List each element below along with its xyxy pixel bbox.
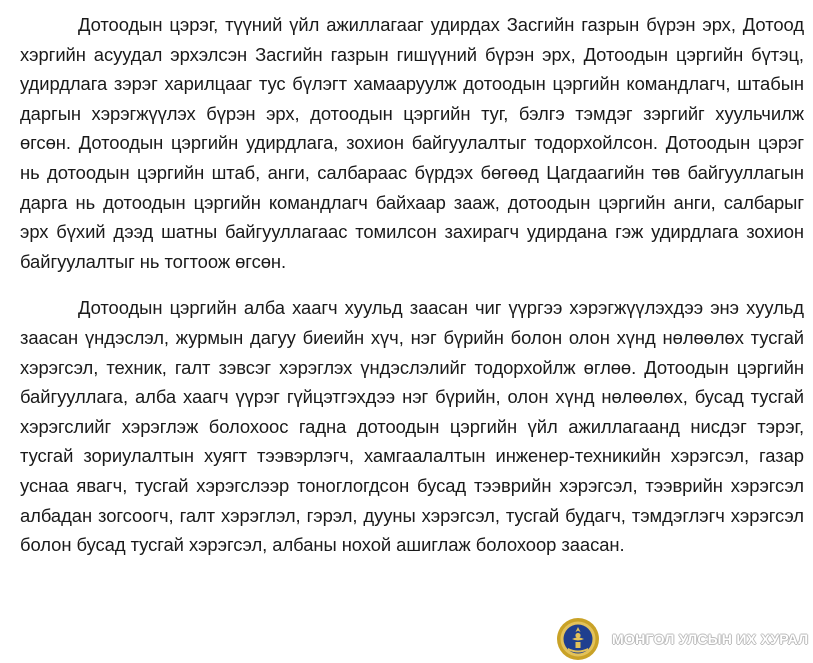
paragraph-2: Дотоодын цэргийн алба хаагч хуульд заасан чиг үүргээ хэрэгжүүлэхдээ энэ хуульд заасан үндэслэл, журмын дагуу биеийн хүч, нэг бүрийн болон олон хүнд нөлөөлөх тусгай хэрэгсэл, техник, галт зэвсэг хэрэглэх үндэслэлийг тодорхойлж өглөө. Дотоодын цэргийн байгууллага, алба хаагч үүрэг гүйцэтгэхдээ нэг бүрийн, олон хүнд нөлөөлөх, бусад тусгай хэрэгслийг хэрэглэж болохоос гадна дотоодын цэргийн үйл ажиллагаанд нисдэг тэрэг, тусгай зориулалтын хуягт тээвэрлэгч, хамгаалалтын инженер-техникийн хэрэгсэл, газар уснаа явагч, тусгай хэрэгслээр тоноглогдсон бусад тээврийн хэрэгсэл, тээврийн хэрэгсэл албадан зогсоогч, галт хэрэглэл, гэрэл, дууны хэрэгсэл, тусгай будагч, тэмдэглэгч хэрэгсэл болон бусад тусгай хэрэгсэл, албаны нохой ашиглаж болохоор заасан. bbox=[20, 297, 804, 556]
footer-watermark bbox=[556, 617, 808, 661]
document-body bbox=[20, 10, 804, 560]
state-emblem-icon bbox=[556, 617, 600, 661]
footer-title: МОНГОЛ УЛСЫН ИХ ХУРАЛ bbox=[612, 631, 809, 647]
paragraph-1: Дотоодын цэрэг, түүний үйл ажиллагааг удирдах Засгийн газрын бүрэн эрх, Дотоод хэргийн асуудал эрхэлсэн Засгийн газрын гишүүний бүрэн эрх, Дотоодын цэргийн бүтэц, удирдлага зэрэг харилцааг тус бүлэгт хамааруулж дотоодын цэргийн командлагч, штабын даргын хэрэгжүүлэх бүрэн эрх, дотоодын цэргийн туг, бэлгэ тэмдэг зэргийг хуульчилж өгсөн. Дотоодын цэргийн удирдлага, зохион байгуулалтыг тодорхойлсон. Дотоодын цэрэг нь дотоодын цэргийн штаб, анги, салбараас бүрдэх бөгөөд Цагдаагийн төв байгууллагын дарга нь дотоодын цэргийн командлагч байхаар зааж, дотоодын цэргийн анги, салбарыг эрх бүхий дээд шатны байгууллагаас томилсон захирагч удирдана гэж удирдлага зохион байгуулалтыг нь тогтоож өгсөн. bbox=[20, 14, 804, 272]
